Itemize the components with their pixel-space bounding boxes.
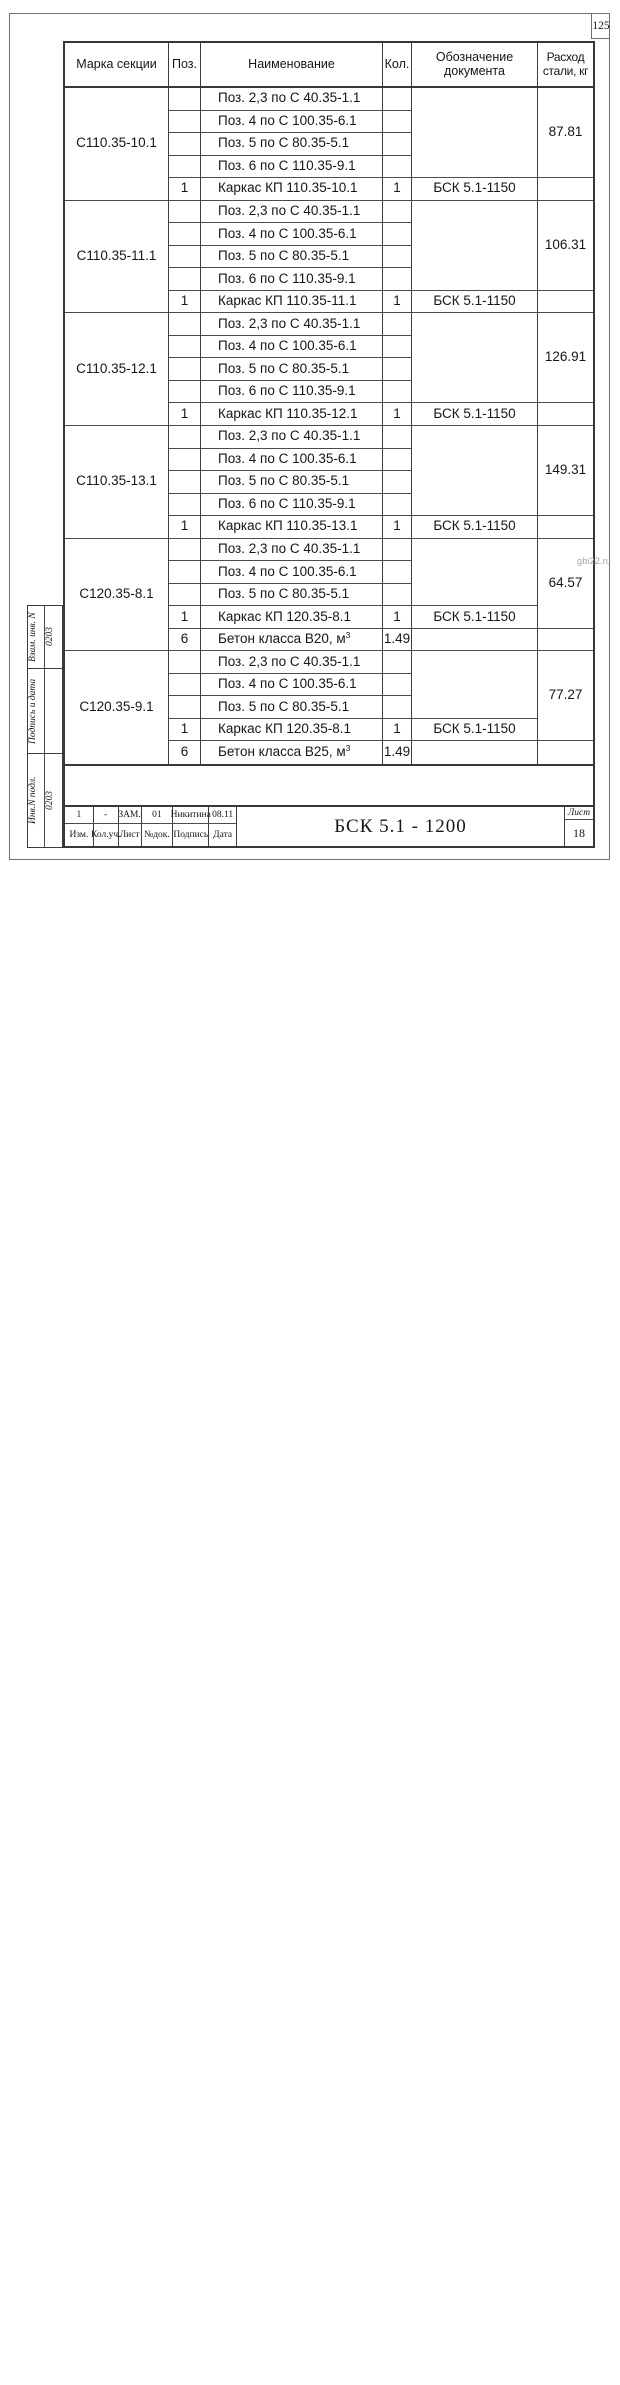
name-text: Поз. 5 по С 80.35-5.1	[218, 135, 350, 151]
name-cell	[201, 88, 383, 111]
qty-cell: 1.49	[383, 629, 412, 652]
sheet-box	[565, 807, 593, 846]
superscript: 3	[345, 630, 351, 641]
name-cell	[201, 133, 383, 156]
steel-cell: 149.31	[538, 426, 593, 516]
rev-data-value: 08.11	[212, 810, 234, 820]
name-cell	[201, 426, 383, 449]
qty-cell	[383, 494, 412, 517]
pos-cell	[169, 88, 201, 111]
name-text: Поз. 2,3 по С 40.35-1.1	[218, 203, 361, 218]
document-number: БСК 5.1 - 1200	[237, 807, 565, 846]
doc-cell	[412, 629, 538, 652]
steel-cell: 87.81	[538, 88, 593, 178]
name-cell	[201, 268, 383, 291]
name-cell	[201, 358, 383, 381]
steel-empty-cell	[538, 629, 593, 652]
name-cell	[201, 629, 383, 652]
pos-cell: 1	[169, 403, 201, 426]
pos-cell	[169, 358, 201, 381]
steel-empty-cell	[538, 516, 593, 539]
name-text: Поз. 5 по С 80.35-5.1	[218, 360, 350, 376]
rev-list-label: Лист	[119, 824, 142, 846]
spec-table	[63, 41, 595, 766]
pos-cell	[169, 313, 201, 336]
name-cell	[201, 719, 383, 742]
name-text: Каркас КП 110.35-10.1	[218, 180, 358, 196]
rev-koluch-label: Кол.уч.	[94, 824, 119, 846]
table-header-mark: Марка секции	[65, 43, 169, 88]
name-cell	[201, 336, 383, 359]
pos-cell	[169, 449, 201, 472]
table-header-pos: Поз.	[169, 43, 201, 88]
qty-cell	[383, 156, 412, 179]
pos-cell	[169, 471, 201, 494]
name-cell	[201, 291, 383, 314]
name-cell	[201, 539, 383, 562]
name-text: Поз. 5 по С 80.35-5.1	[218, 586, 350, 602]
name-cell	[201, 449, 383, 472]
stamp-label: Подпись и дата	[28, 669, 45, 753]
pos-cell	[169, 223, 201, 246]
pos-cell	[169, 651, 201, 674]
doc-cell: БСК 5.1-1150	[412, 606, 538, 629]
rev-list-value: ЗАМ.	[119, 807, 142, 823]
name-cell	[201, 674, 383, 697]
name-text: Поз. 2,3 по С 40.35-1.1	[218, 315, 361, 331]
name-text: Поз. 4 по С 100.35-6.1	[218, 112, 357, 128]
mark-cell: С110.35-13.1	[65, 426, 169, 539]
superscript: 3	[345, 743, 351, 754]
doc-cell: БСК 5.1-1150	[412, 403, 538, 426]
qty-cell	[383, 88, 412, 111]
pos-cell	[169, 201, 201, 224]
table-header-qty: Кол.	[383, 43, 412, 88]
pos-cell	[169, 133, 201, 156]
qty-cell	[383, 133, 412, 156]
qty-cell	[383, 246, 412, 269]
pos-cell: 1	[169, 178, 201, 201]
doc-merged-cell	[412, 313, 538, 403]
name-text: Бетон класса В20, м	[218, 631, 346, 647]
steel-cell: 106.31	[538, 201, 593, 291]
sheet-label: Лист	[565, 807, 593, 820]
stamp-box-inv	[28, 754, 62, 847]
page-number-box	[591, 13, 610, 39]
mark-cell: С120.35-9.1	[65, 651, 169, 764]
name-cell	[201, 178, 383, 201]
name-text: Каркас КП 120.35-8.1	[218, 721, 351, 737]
doc-merged-cell	[412, 539, 538, 607]
name-cell	[201, 313, 383, 336]
doc-merged-cell	[412, 201, 538, 291]
name-text: Каркас КП 110.35-11.1	[218, 293, 357, 309]
rev-data-label: Дата	[213, 830, 233, 840]
doc-cell: БСК 5.1-1150	[412, 719, 538, 742]
doc-merged-cell	[412, 88, 538, 178]
table-header-steel: Расход стали, кг	[538, 43, 593, 88]
name-text: Поз. 6 по С 110.35-9.1	[218, 383, 356, 399]
pos-cell	[169, 268, 201, 291]
stamp-label: Инв.N подл.	[28, 754, 45, 847]
name-text: Поз. 4 по С 100.35-6.1	[218, 676, 357, 692]
pos-cell: 1	[169, 606, 201, 629]
steel-empty-cell	[538, 403, 593, 426]
qty-cell	[383, 696, 412, 719]
pos-cell	[169, 426, 201, 449]
name-text: Каркас КП 110.35-13.1	[218, 518, 358, 534]
pos-cell	[169, 696, 201, 719]
name-text: Поз. 2,3 по С 40.35-1.1	[218, 428, 361, 444]
pos-cell	[169, 111, 201, 134]
stamp-value: 0203	[45, 627, 55, 647]
name-cell	[201, 156, 383, 179]
qty-cell	[383, 674, 412, 697]
pos-cell: 6	[169, 741, 201, 764]
stamp-box-vzam	[28, 606, 62, 669]
qty-cell	[383, 381, 412, 404]
qty-cell	[383, 111, 412, 134]
qty-cell: 1	[383, 178, 412, 201]
steel-empty-cell	[538, 291, 593, 314]
watermark: gbi22.ru	[577, 556, 612, 566]
doc-cell	[412, 741, 538, 764]
mark-cell: С110.35-10.1	[65, 88, 169, 201]
rev-podpis-label: Подпись	[173, 824, 209, 846]
name-text: Поз. 4 по С 100.35-6.1	[218, 338, 357, 354]
qty-cell	[383, 336, 412, 359]
qty-cell	[383, 651, 412, 674]
name-text: Каркас КП 110.35-12.1	[218, 405, 358, 421]
stamp-label: Взам. инв. N	[28, 606, 45, 668]
name-text: Поз. 2,3 по С 40.35-1.1	[218, 541, 361, 556]
pos-cell: 1	[169, 516, 201, 539]
name-cell	[201, 471, 383, 494]
qty-cell	[383, 471, 412, 494]
name-text: Поз. 5 по С 80.35-5.1	[218, 473, 350, 489]
name-cell	[201, 111, 383, 134]
pos-cell: 6	[169, 629, 201, 652]
steel-cell: 77.27	[538, 651, 593, 741]
name-text: Поз. 6 по С 110.35-9.1	[218, 157, 356, 173]
name-text: Поз. 6 по С 110.35-9.1	[218, 270, 356, 286]
qty-cell: 1	[383, 719, 412, 742]
qty-cell	[383, 201, 412, 224]
name-cell	[201, 403, 383, 426]
table-header-doc: Обозначение документа	[412, 43, 538, 88]
pos-cell	[169, 561, 201, 584]
name-cell	[201, 494, 383, 517]
name-text: Поз. 4 по С 100.35-6.1	[218, 450, 357, 466]
doc-cell: БСК 5.1-1150	[412, 516, 538, 539]
qty-cell	[383, 584, 412, 607]
qty-cell: 1	[383, 291, 412, 314]
doc-cell: БСК 5.1-1150	[412, 291, 538, 314]
qty-cell: 1.49	[383, 741, 412, 764]
qty-cell	[383, 449, 412, 472]
pos-cell: 1	[169, 719, 201, 742]
name-cell	[201, 516, 383, 539]
name-text: Поз. 5 по С 80.35-5.1	[218, 698, 350, 714]
qty-cell	[383, 313, 412, 336]
name-cell	[201, 223, 383, 246]
rev-izm-value: 1	[65, 807, 94, 823]
title-block	[63, 805, 595, 848]
left-stamp	[27, 605, 63, 848]
qty-cell	[383, 539, 412, 562]
rev-koluch-value: -	[94, 807, 119, 823]
name-cell	[201, 696, 383, 719]
qty-cell	[383, 426, 412, 449]
pos-cell	[169, 674, 201, 697]
mark-cell: С110.35-11.1	[65, 201, 169, 314]
name-text: Поз. 4 по С 100.35-6.1	[218, 563, 357, 579]
stamp-box-podpis	[28, 669, 62, 754]
pos-cell	[169, 381, 201, 404]
name-cell	[201, 201, 383, 224]
revision-values-row	[65, 807, 236, 824]
name-cell	[201, 741, 383, 764]
page-number: 125	[592, 19, 610, 32]
name-cell	[201, 381, 383, 404]
qty-cell: 1	[383, 606, 412, 629]
mark-cell: С110.35-12.1	[65, 313, 169, 426]
pos-cell	[169, 156, 201, 179]
steel-cell: 126.91	[538, 313, 593, 403]
name-text: Поз. 5 по С 80.35-5.1	[218, 248, 350, 264]
qty-cell: 1	[383, 516, 412, 539]
name-text: Поз. 4 по С 100.35-6.1	[218, 225, 357, 241]
name-cell	[201, 606, 383, 629]
doc-merged-cell	[412, 426, 538, 516]
pos-cell	[169, 539, 201, 562]
doc-merged-cell	[412, 651, 538, 719]
steel-empty-cell	[538, 178, 593, 201]
name-cell	[201, 584, 383, 607]
revision-table	[65, 807, 237, 846]
pos-cell	[169, 494, 201, 517]
rev-ndok-label: №док.	[142, 824, 174, 846]
name-text: Бетон класса В25, м	[218, 744, 346, 760]
sheet-number: 18	[573, 825, 585, 840]
pos-cell	[169, 584, 201, 607]
rev-izm-label: Изм.	[65, 824, 94, 846]
qty-cell	[383, 358, 412, 381]
stamp-value	[45, 669, 62, 753]
rev-ndok-value: 01	[142, 807, 174, 823]
name-text: Поз. 2,3 по С 40.35-1.1	[218, 653, 361, 669]
name-cell	[201, 651, 383, 674]
steel-cell: 64.57	[538, 539, 593, 629]
pos-cell: 1	[169, 291, 201, 314]
doc-cell: БСК 5.1-1150	[412, 178, 538, 201]
revision-labels-row	[65, 824, 236, 846]
name-cell	[201, 246, 383, 269]
pos-cell	[169, 246, 201, 269]
name-text: Каркас КП 120.35-8.1	[218, 608, 351, 624]
name-cell	[201, 561, 383, 584]
mark-cell: С120.35-8.1	[65, 539, 169, 652]
steel-empty-cell	[538, 741, 593, 764]
name-text: Поз. 2,3 по С 40.35-1.1	[218, 90, 361, 106]
stamp-value: 0203	[45, 791, 55, 810]
qty-cell	[383, 561, 412, 584]
qty-cell	[383, 223, 412, 246]
rev-podpis-value: Никитина	[173, 807, 209, 823]
name-text: Поз. 6 по С 110.35-9.1	[218, 495, 356, 511]
qty-cell	[383, 268, 412, 291]
qty-cell: 1	[383, 403, 412, 426]
table-header-name: Наименование	[201, 43, 383, 88]
pos-cell	[169, 336, 201, 359]
sheet	[0, 0, 620, 877]
